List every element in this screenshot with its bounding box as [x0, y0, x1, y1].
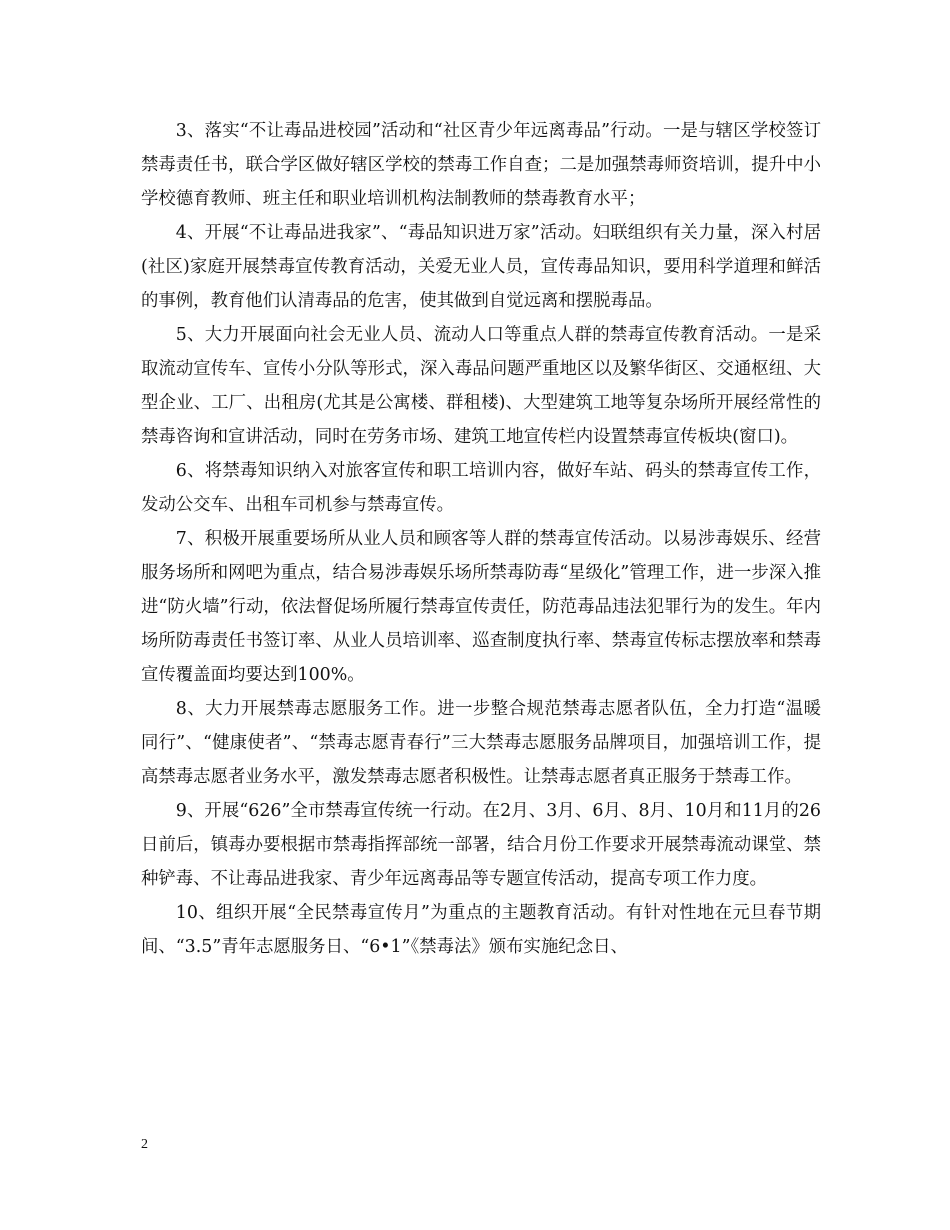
paragraph-item-8: 8、大力开展禁毒志愿服务工作。进一步整合规范禁毒志愿者队伍，全力打造“温暖同行”、“健康使者”、“禁毒志愿青春行”三大禁毒志愿服务品牌项目，加强培训工作，提高禁毒志愿者业务水平，激发禁毒志愿者积极性。让禁毒志愿者真正服务于禁毒工作。 — [141, 699, 821, 787]
paragraph-item-7: 7、积极开展重要场所从业人员和顾客等人群的禁毒宣传活动。以易涉毒娱乐、经营服务场所和网吧为重点，结合易涉毒娱乐场所禁毒防毒“星级化”管理工作，进一步深入推进“防火墙”行动，依法督促场所履行禁毒宣传责任，防范毒品违法犯罪行为的发生。年内场所防毒责任书签订率、从业人员培训率、巡查制度执行率、禁毒宣传标志摆放率和禁毒宣传覆盖面均要达到100%。 — [141, 529, 821, 685]
paragraph-item-6: 6、将禁毒知识纳入对旅客宣传和职工培训内容，做好车站、码头的禁毒宣传工作，发动公交车、出租车司机参与禁毒宣传。 — [141, 461, 821, 515]
document-body — [141, 114, 821, 964]
paragraph-item-9: 9、开展“626”全市禁毒宣传统一行动。在2月、3月、6月、8月、10月和11月的26日前后，镇毒办要根据市禁毒指挥部统一部署，结合月份工作要求开展禁毒流动课堂、禁种铲毒、不让毒品进我家、青少年远离毒品等专题宣传活动，提高专项工作力度。 — [141, 801, 821, 889]
paragraph-item-4: 4、开展“不让毒品进我家”、“毒品知识进万家”活动。妇联组织有关力量，深入村居(社区)家庭开展禁毒宣传教育活动，关爱无业人员，宣传毒品知识，要用科学道理和鲜活的事例，教育他们认清毒品的危害，使其做到自觉远离和摆脱毒品。 — [141, 223, 821, 311]
paragraph-item-5: 5、大力开展面向社会无业人员、流动人口等重点人群的禁毒宣传教育活动。一是采取流动宣传车、宣传小分队等形式，深入毒品问题严重地区以及繁华街区、交通枢纽、大型企业、工厂、出租房(尤其是公寓楼、群租楼)、大型建筑工地等复杂场所开展经常性的禁毒咨询和宣讲活动，同时在劳务市场、建筑工地宣传栏内设置禁毒宣传板块(窗口)。 — [141, 325, 821, 447]
paragraph-item-3: 3、落实“不让毒品进校园”活动和“社区青少年远离毒品”行动。一是与辖区学校签订禁毒责任书，联合学区做好辖区学校的禁毒工作自查；二是加强禁毒师资培训，提升中小学校德育教师、班主任和职业培训机构法制教师的禁毒教育水平； — [141, 121, 821, 209]
page-number: 2 — [141, 1137, 148, 1152]
paragraph-item-10: 10、组织开展“全民禁毒宣传月”为重点的主题教育活动。有针对性地在元旦春节期间、“3.5”青年志愿服务日、“6•1”《禁毒法》颁布实施纪念日、 — [141, 903, 821, 957]
